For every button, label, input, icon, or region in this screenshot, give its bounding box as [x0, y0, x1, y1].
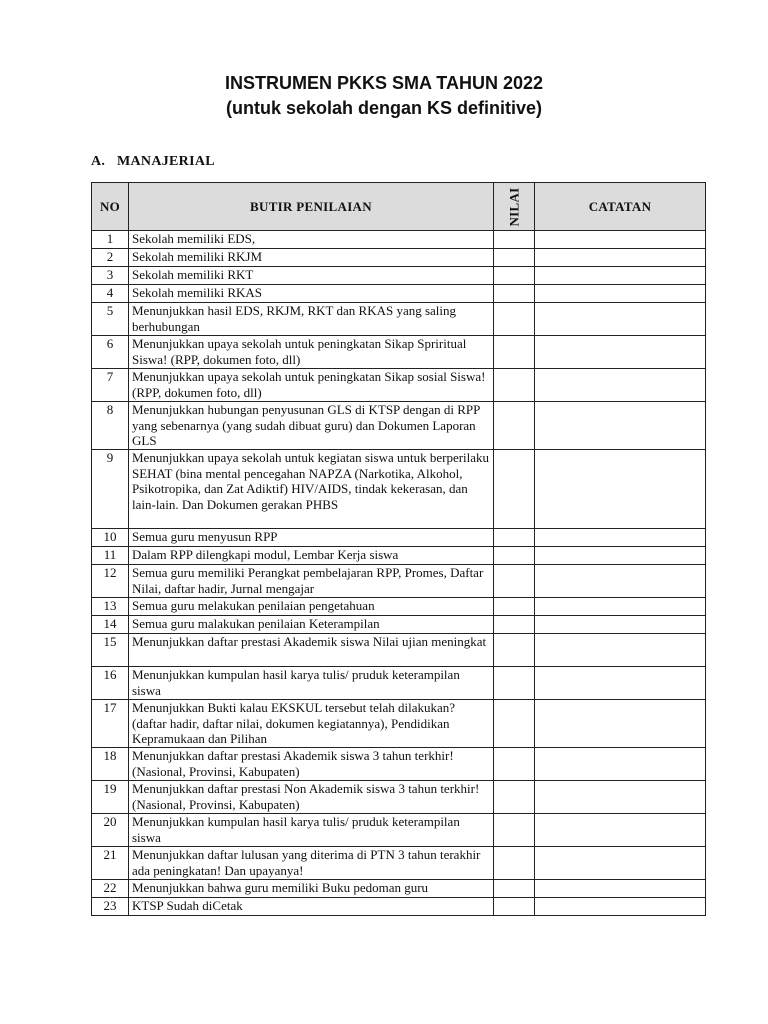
row-nilai-cell[interactable] [494, 598, 535, 616]
row-nilai-cell[interactable] [494, 565, 535, 598]
table-row [92, 616, 706, 634]
row-nilai-cell[interactable] [494, 616, 535, 634]
row-catatan-cell[interactable] [535, 450, 706, 529]
row-criterion-text: Semua guru melakukan penilaian pengetahuan [129, 598, 494, 616]
table-row [92, 402, 706, 450]
row-catatan-cell[interactable] [535, 748, 706, 781]
row-criterion-text: Menunjukkan hubungan penyusunan GLS di KTSP dengan di RPP yang sebenarnya (yang sudah dibuat guru) dan Dokumen Laporan GLS [129, 402, 494, 450]
section-title: MANAJERIAL [117, 154, 215, 169]
table-row [92, 898, 706, 916]
row-nilai-cell[interactable] [494, 369, 535, 402]
table-row [92, 285, 706, 303]
table-row [92, 547, 706, 565]
row-nilai-cell[interactable] [494, 303, 535, 336]
row-catatan-cell[interactable] [535, 565, 706, 598]
row-number: 3 [92, 267, 129, 285]
row-number: 14 [92, 616, 129, 634]
table-body [92, 231, 706, 916]
row-nilai-cell[interactable] [494, 667, 535, 700]
row-number: 10 [92, 529, 129, 547]
section-heading [91, 154, 215, 170]
row-criterion-text: Menunjukkan bahwa guru memiliki Buku pedoman guru [129, 880, 494, 898]
row-catatan-cell[interactable] [535, 529, 706, 547]
row-nilai-cell[interactable] [494, 634, 535, 667]
row-criterion-text: Dalam RPP dilengkapi modul, Lembar Kerja siswa [129, 547, 494, 565]
row-criterion-text: Semua guru menyusun RPP [129, 529, 494, 547]
row-number: 12 [92, 565, 129, 598]
row-catatan-cell[interactable] [535, 898, 706, 916]
row-catatan-cell[interactable] [535, 369, 706, 402]
row-criterion-text: Sekolah memiliki EDS, [129, 231, 494, 249]
row-nilai-cell[interactable] [494, 700, 535, 748]
row-number: 13 [92, 598, 129, 616]
row-number: 9 [92, 450, 129, 529]
row-criterion-text: Menunjukkan kumpulan hasil karya tulis/ pruduk keterampilan siswa [129, 814, 494, 847]
table-row [92, 336, 706, 369]
row-nilai-cell[interactable] [494, 231, 535, 249]
row-number: 22 [92, 880, 129, 898]
row-nilai-cell[interactable] [494, 285, 535, 303]
table-row [92, 249, 706, 267]
row-number: 7 [92, 369, 129, 402]
row-criterion-text: Menunjukkan upaya sekolah untuk kegiatan siswa untuk berperilaku SEHAT (bina mental pencegahan NAPZA (Narkotika, Alkohol, Psikotropika, dan Zat Adiktif) HIV/AIDS, tindak kekerasan, dan lain-lain. Dan Dokumen gerakan PHBS [129, 450, 494, 529]
row-number: 5 [92, 303, 129, 336]
table-row [92, 634, 706, 667]
row-catatan-cell[interactable] [535, 667, 706, 700]
row-criterion-text: Menunjukkan upaya sekolah untuk peningkatan Sikap Spriritual Siswa! (RPP, dokumen foto, dll) [129, 336, 494, 369]
row-nilai-cell[interactable] [494, 529, 535, 547]
header-butir-penilaian: BUTIR PENILAIAN [129, 183, 494, 231]
row-catatan-cell[interactable] [535, 781, 706, 814]
row-number: 23 [92, 898, 129, 916]
row-nilai-cell[interactable] [494, 748, 535, 781]
header-nilai [494, 183, 535, 231]
row-nilai-cell[interactable] [494, 336, 535, 369]
table-row [92, 781, 706, 814]
row-nilai-cell[interactable] [494, 781, 535, 814]
row-criterion-text: Menunjukkan Bukti kalau EKSKUL tersebut telah dilakukan? (daftar hadir, daftar nilai, dokumen kegiatannya), Pendidikan Kepramukaan dan Pilihan [129, 700, 494, 748]
table-row [92, 814, 706, 847]
row-criterion-text: Menunjukkan daftar prestasi Akademik siswa 3 tahun terkhir! (Nasional, Provinsi, Kabupaten) [129, 748, 494, 781]
row-nilai-cell[interactable] [494, 267, 535, 285]
row-catatan-cell[interactable] [535, 634, 706, 667]
table-row [92, 847, 706, 880]
row-number: 17 [92, 700, 129, 748]
assessment-table [91, 182, 706, 916]
table-row [92, 748, 706, 781]
row-catatan-cell[interactable] [535, 880, 706, 898]
table-row [92, 231, 706, 249]
table-row [92, 880, 706, 898]
header-catatan: CATATAN [535, 183, 706, 231]
header-no: NO [92, 183, 129, 231]
row-number: 20 [92, 814, 129, 847]
row-number: 8 [92, 402, 129, 450]
row-number: 15 [92, 634, 129, 667]
row-nilai-cell[interactable] [494, 847, 535, 880]
row-criterion-text: Sekolah memiliki RKT [129, 267, 494, 285]
table-row [92, 529, 706, 547]
document-subtitle: (untuk sekolah dengan KS definitive) [225, 98, 543, 118]
row-catatan-cell[interactable] [535, 547, 706, 565]
table-row [92, 565, 706, 598]
table-row [92, 303, 706, 336]
row-number: 1 [92, 231, 129, 249]
table-row [92, 450, 706, 529]
row-criterion-text: Menunjukkan daftar prestasi Non Akademik siswa 3 tahun terkhir! (Nasional, Provinsi, Kabupaten) [129, 781, 494, 814]
document-title: INSTRUMEN PKKS SMA TAHUN 2022 [224, 73, 544, 93]
table-row [92, 667, 706, 700]
row-criterion-text: KTSP Sudah diCetak [129, 898, 494, 916]
header-nilai-label: NILAI [506, 186, 522, 227]
row-number: 4 [92, 285, 129, 303]
row-criterion-text: Menunjukkan daftar prestasi Akademik siswa Nilai ujian meningkat [129, 634, 494, 667]
section-number: A. [91, 154, 106, 169]
row-nilai-cell[interactable] [494, 880, 535, 898]
row-number: 18 [92, 748, 129, 781]
row-catatan-cell[interactable] [535, 336, 706, 369]
row-catatan-cell[interactable] [535, 616, 706, 634]
row-nilai-cell[interactable] [494, 547, 535, 565]
row-number: 21 [92, 847, 129, 880]
row-catatan-cell[interactable] [535, 847, 706, 880]
row-catatan-cell[interactable] [535, 285, 706, 303]
row-catatan-cell[interactable] [535, 303, 706, 336]
row-catatan-cell[interactable] [535, 814, 706, 847]
table-header-row [92, 183, 706, 231]
row-nilai-cell[interactable] [494, 249, 535, 267]
row-nilai-cell[interactable] [494, 814, 535, 847]
row-number: 11 [92, 547, 129, 565]
table-row [92, 267, 706, 285]
row-criterion-text: Menunjukkan upaya sekolah untuk peningkatan Sikap sosial Siswa!(RPP, dokumen foto, dll) [129, 369, 494, 402]
row-criterion-text: Sekolah memiliki RKJM [129, 249, 494, 267]
row-criterion-text: Menunjukkan daftar lulusan yang diterima di PTN 3 tahun terakhir ada peningkatan! Dan upayanya! [129, 847, 494, 880]
table-row [92, 598, 706, 616]
row-number: 16 [92, 667, 129, 700]
table-row [92, 369, 706, 402]
row-nilai-cell[interactable] [494, 402, 535, 450]
row-criterion-text: Menunjukkan hasil EDS, RKJM, RKT dan RKAS yang saling berhubungan [129, 303, 494, 336]
row-catatan-cell[interactable] [535, 598, 706, 616]
row-number: 2 [92, 249, 129, 267]
row-criterion-text: Menunjukkan kumpulan hasil karya tulis/ pruduk keterampilan siswa [129, 667, 494, 700]
row-number: 19 [92, 781, 129, 814]
row-catatan-cell[interactable] [535, 249, 706, 267]
row-nilai-cell[interactable] [494, 450, 535, 529]
row-nilai-cell[interactable] [494, 898, 535, 916]
row-criterion-text: Sekolah memiliki RKAS [129, 285, 494, 303]
row-catatan-cell[interactable] [535, 402, 706, 450]
row-criterion-text: Semua guru memiliki Perangkat pembelajaran RPP, Promes, Daftar Nilai, daftar hadir, Jurnal mengajar [129, 565, 494, 598]
table-row [92, 700, 706, 748]
row-catatan-cell[interactable] [535, 700, 706, 748]
row-criterion-text: Semua guru malakukan penilaian Keterampilan [129, 616, 494, 634]
row-number: 6 [92, 336, 129, 369]
row-catatan-cell[interactable] [535, 267, 706, 285]
row-catatan-cell[interactable] [535, 231, 706, 249]
